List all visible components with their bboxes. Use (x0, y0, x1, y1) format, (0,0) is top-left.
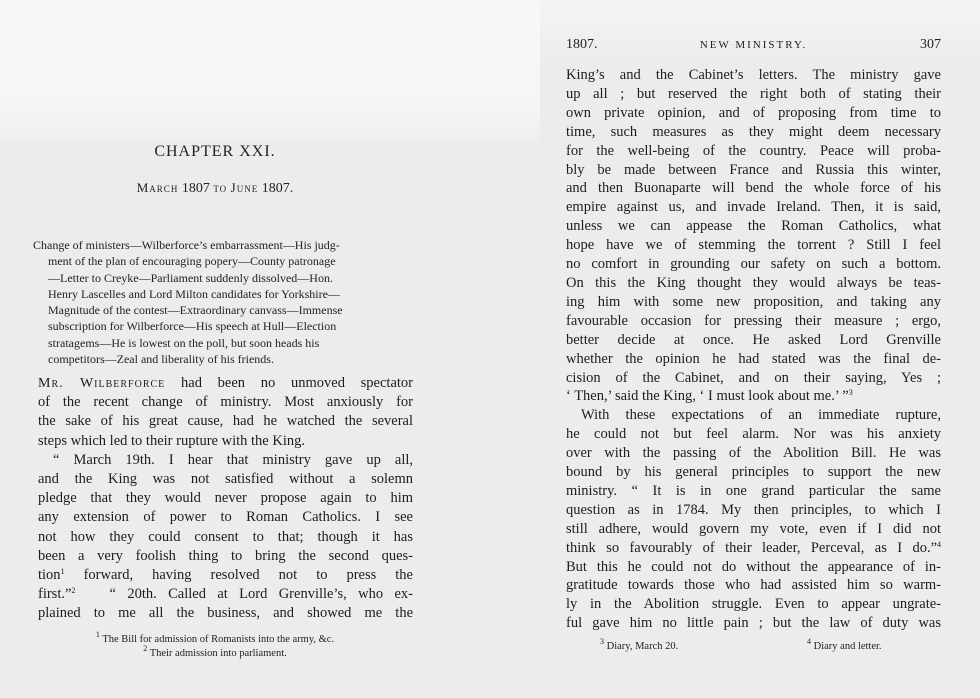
text-line: tion$^1$ forward, having resolved not to press the (38, 567, 413, 584)
text-line: bound by his general principles to support the new (566, 464, 941, 481)
chapter-summary (33, 237, 408, 367)
text-line: own private opinion, and of proposing from time to (566, 104, 941, 121)
running-head-year: 1807. (566, 37, 598, 52)
text-line: With these expectations of an immediate rupture, (581, 407, 941, 424)
summary-line: competitors—Zeal and liberality of his friends. (48, 352, 274, 367)
text-line: been a very foolish thing to bring the second ques- (38, 547, 413, 564)
text-line: better decide at once. He asked Lord Grenville (566, 331, 941, 348)
text-line: whether the opinion he had stated was the final de- (566, 350, 941, 367)
running-head-title: NEW MINISTRY. (699, 39, 808, 51)
footnote: $^2$ Their admission into parliament. (143, 644, 287, 659)
text-line: favourable occasion for pressing their measure ; ergo, (566, 312, 941, 329)
text-line: ing him with some new proposition, and taking any (566, 293, 941, 310)
text-line: still adhere, would govern my vote, even if I did not (566, 520, 941, 537)
text-line: the sake of his great cause, had he watched the several (38, 413, 413, 430)
text-line: pledge that they would never propose again to him (38, 490, 413, 507)
text-line: and the King was not satisfied without a solemn (38, 471, 413, 488)
text-line: cision of the Cabinet, and on their saying, Yes ; (566, 369, 941, 386)
text-line: “ March 19th. I hear that ministry gave up all, (53, 451, 413, 468)
page-number: 307 (920, 37, 941, 52)
lead-name: Mr. Wilberforce (38, 376, 166, 391)
text-line: think so favourably of their leader, Perceval, as I do.”$^4$ (566, 539, 941, 556)
chapter-date-range (0, 180, 430, 197)
text-line: ministry. “ It is in one grand particular the same (566, 482, 941, 499)
text-line: But this he could not do without the appearance of in- (566, 558, 941, 575)
date-to-month: June (230, 180, 259, 195)
text-line: and then Buonaparte will bend the whole force of his (566, 180, 941, 197)
text-line: question as in 1784. My then principles, to which I (566, 501, 941, 518)
summary-line: ment of the plan of encouraging popery—County patronage (48, 254, 336, 269)
text-line: Mr. Wilberforce had been no unmoved spectator (38, 375, 413, 391)
footnote-ref[interactable]: 2 (71, 586, 76, 596)
left-footnotes (0, 630, 430, 661)
footnote-ref[interactable]: 1 (60, 567, 65, 577)
footnote-ref[interactable]: 4 (937, 539, 941, 549)
right-body-text (566, 66, 941, 633)
text-line: first.”$^2$ “ 20th. Called at Lord Grenville’s, who ex- (38, 586, 413, 603)
text-line: ly in the Abolition struggle. Even to appear ungrate- (566, 596, 941, 613)
text-line: of the recent change of ministry. Most anxiously for (38, 394, 413, 411)
text-line: no comfort in grounding our safety on such a bottom. (566, 256, 941, 273)
footnote: $^1$ The Bill for admission of Romanists into the army, &c. (95, 630, 335, 645)
summary-line: Change of ministers—Wilberforce’s embarrassment—His judg- (33, 238, 340, 252)
summary-line: subscription for Wilberforce—His speech at Hull—Election (48, 319, 337, 334)
text-line: time, such measures as they might deem necessary (566, 123, 941, 140)
text-line: empire against us, and invade Ireland. Then, it is said, (566, 199, 941, 216)
summary-line: —Letter to Creyke—Parliament suddenly dissolved—Hon. (48, 270, 333, 285)
text-line: gratitude towards those who had assisted him so warm- (566, 577, 941, 594)
text-line: not how they could consent to that; though it has (38, 528, 413, 545)
left-body-text (38, 374, 413, 624)
chapter-title: CHAPTER XXI. (154, 143, 276, 160)
date-to-label: to (213, 180, 228, 195)
date-from-year: 1807 (181, 181, 210, 196)
date-from-label: March (136, 180, 179, 195)
footnote-ref[interactable]: 3 (848, 388, 853, 398)
text-line: he could not but feel alarm. Nor was his anxiety (566, 426, 941, 443)
summary-line: stratagems—He is lowest on the poll, but soon heads his (48, 335, 320, 350)
footnote: $^4$ Diary and letter. (807, 637, 882, 652)
text-line: over with the passing of the Abolition Bill. He was (566, 445, 941, 462)
text-line: ‘ Then,’ said the King, ‘ I must look about me.’ ”$^3$ (566, 388, 853, 405)
text-line: ful gave him no little pain ; but the law of duty was (566, 615, 941, 632)
text-line: hope have we of stemming the torrent ? Still I feel (566, 237, 941, 254)
footnote: $^3$ Diary, March 20. (600, 637, 679, 652)
text-line: for the well-being of the country. Peace will proba- (566, 142, 941, 159)
date-to-year: 1807. (261, 181, 294, 196)
text-line: up all ; but reserved the right both of stating their (566, 85, 941, 102)
text-line: steps which led to their rupture with the King. (38, 432, 305, 449)
summary-line: Magnitude of the contest—Extraordinary canvass—Immense (48, 303, 343, 318)
summary-line: Henry Lascelles and Lord Milton candidates for Yorkshire— (48, 286, 340, 301)
running-head (566, 37, 941, 55)
text-line: bly be made between France and Russia this winter, (566, 161, 941, 178)
text-line: unless we can appease the Roman Catholics, what (566, 218, 941, 235)
text-line: On this the King thought they would always be teas- (566, 274, 941, 291)
text-line: plained to me all the business, and showed me the (38, 605, 413, 622)
text-line: King’s and the Cabinet’s letters. The ministry gave (566, 67, 941, 83)
text-line: any extension of power to Roman Catholics. I see (38, 509, 413, 526)
right-footnotes (600, 637, 920, 657)
